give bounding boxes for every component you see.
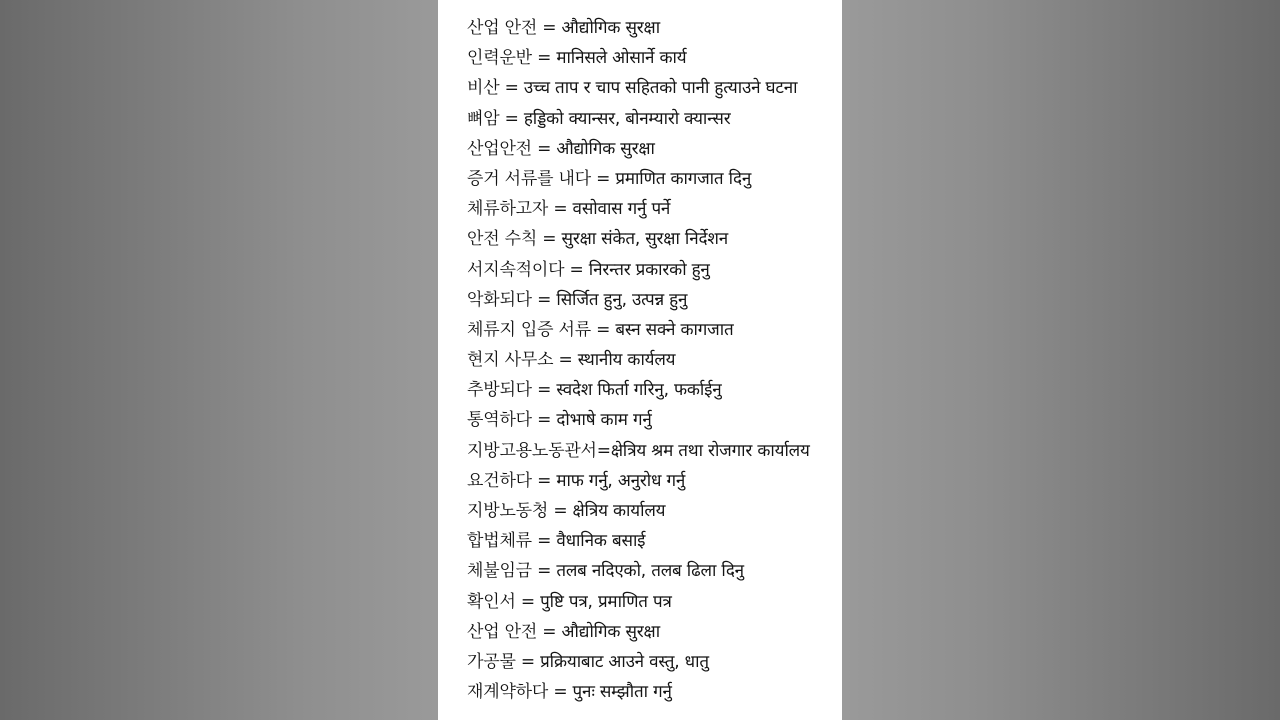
vocabulary-entry: 악화되다 = सिर्जित हुनु, उत्पन्न हुनु bbox=[467, 289, 688, 310]
vocabulary-entry: 통역하다 = दोभाषे काम गर्नु bbox=[467, 410, 652, 431]
vocabulary-entry: 증거 서류를 내다 = प्रमाणित कागजात दिनु bbox=[467, 168, 752, 189]
vocabulary-list bbox=[467, 13, 839, 707]
document-page bbox=[438, 0, 842, 720]
vocabulary-entry: 안전 수칙 = सुरक्षा संकेत, सुरक्षा निर्देशन bbox=[467, 229, 728, 250]
vocabulary-entry: 비산 = उच्च ताप र चाप सहितको पानी हुत्याउने घटना bbox=[467, 78, 798, 99]
vocabulary-entry: 합법체류 = वैधानिक बसाई bbox=[467, 531, 646, 552]
vocabulary-entry: 서지속적이다 = निरन्तर प्रकारको हुनु bbox=[467, 259, 710, 280]
vocabulary-entry: 재계약하다 = पुनः सम्झौता गर्नु bbox=[467, 682, 672, 703]
vocabulary-entry: 산업안전 = औद्योगिक सुरक्षा bbox=[467, 138, 655, 159]
vocabulary-entry: 인력운반 = मानिसले ओसार्ने कार्य bbox=[467, 48, 687, 69]
vocabulary-entry: 추방되다 = स्वदेश फिर्ता गरिनु, फर्काईनु bbox=[467, 380, 722, 401]
vocabulary-entry: 지방고용노동관서=क्षेत्रिय श्रम तथा रोजगार कार्यालय bbox=[467, 440, 810, 461]
vocabulary-entry: 현지 사무소 = स्थानीय कार्यलय bbox=[467, 350, 676, 371]
blurred-background-right bbox=[842, 0, 1280, 720]
vocabulary-entry: 가공물 = प्रक्रियाबाट आउने वस्तु, धातु bbox=[467, 651, 709, 672]
vocabulary-entry: 뼈암 = हड्डिको क्यान्सर, बोनम्यारो क्यान्सर bbox=[467, 108, 731, 129]
vocabulary-entry: 체류하고자 = वसोवास गर्नु पर्ने bbox=[467, 199, 671, 220]
vocabulary-entry: 체류지 입증 서류 = बस्न सक्ने कागजात bbox=[467, 319, 734, 340]
vocabulary-entry: 산업 안전 = औद्योगिक सुरक्षा bbox=[467, 18, 660, 38]
vocabulary-entry: 지방노동청 = क्षेत्रिय कार्यालय bbox=[467, 501, 666, 521]
vocabulary-entry: 요건하다 = माफ गर्नु, अनुरोध गर्नु bbox=[467, 470, 686, 491]
vocabulary-entry: 확인서 = पुष्टि पत्र, प्रमाणित पत्र bbox=[467, 591, 672, 612]
vocabulary-entry: 산업 안전 = औद्योगिक सुरक्षा bbox=[467, 621, 660, 642]
blurred-background-left bbox=[0, 0, 438, 720]
vocabulary-entry: 체불임금 = तलब नदिएको, तलब ढिला दिनु bbox=[467, 561, 744, 582]
